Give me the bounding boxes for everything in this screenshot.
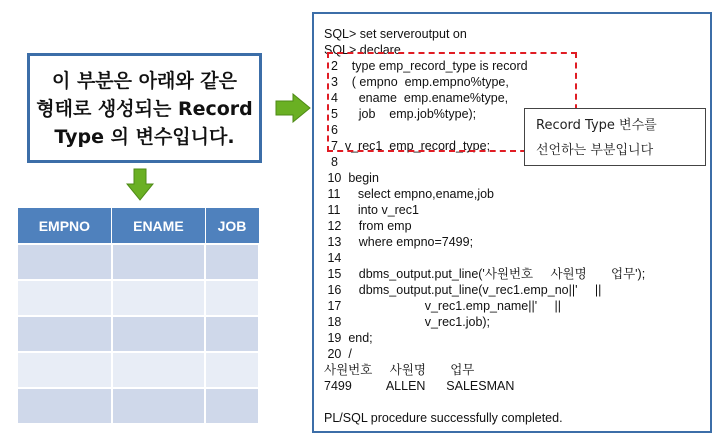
table-row — [17, 316, 259, 352]
header-empno: EMPNO — [17, 208, 112, 245]
code-line: 3 ( empno emp.empno%type, — [324, 75, 509, 89]
header-job: JOB — [205, 208, 259, 245]
code-line: 7 v_rec1 emp_record_type; — [324, 139, 491, 153]
callout-line-3: Type 의 변수입니다. — [54, 126, 235, 148]
code-line: 10 begin — [324, 171, 379, 185]
callout-line-2: 형태로 생성되는 Record — [36, 98, 253, 120]
table-row — [17, 244, 259, 280]
table-row — [17, 388, 259, 424]
code-line: 4 ename emp.ename%type, — [324, 91, 509, 105]
completion-message: PL/SQL procedure successfully completed. — [324, 411, 563, 425]
code-line: 12 from emp — [324, 219, 412, 233]
note-line-1: Record Type 변수를 — [536, 118, 657, 133]
note-line-2: 선언하는 부분입니다 — [536, 143, 654, 158]
output-row: 7499 ALLEN SALESMAN — [324, 379, 515, 393]
code-line: 14 — [324, 251, 342, 265]
code-line: 11 into v_rec1 — [324, 203, 419, 217]
code-line: 11 select empno,ename,job — [324, 187, 495, 201]
table-row — [17, 352, 259, 388]
code-line: 20 / — [324, 347, 352, 361]
declaration-note — [524, 108, 706, 166]
code-line: 18 v_rec1.job); — [324, 315, 491, 329]
output-header: 사원번호 사원명 업무 — [324, 363, 475, 377]
code-line: 13 where empno=7499; — [324, 235, 474, 249]
code-line: 16 dbms_output.put_line(v_rec1.emp_no||' || — [324, 283, 602, 297]
down-arrow-icon — [126, 168, 154, 201]
code-line: 2 type emp_record_type is record — [324, 59, 528, 73]
code-line: 6 — [324, 123, 338, 137]
table-row — [17, 280, 259, 316]
record-type-table — [16, 207, 260, 425]
code-line: 8 — [324, 155, 338, 169]
code-line: 19 end; — [324, 331, 373, 345]
callout-line-1: 이 부분은 아래와 같은 — [51, 70, 238, 92]
right-arrow-icon — [275, 93, 311, 123]
header-ename: ENAME — [112, 208, 205, 245]
explanation-callout — [27, 53, 262, 163]
table-header-row — [17, 208, 259, 245]
code-line: 5 job emp.job%type); — [324, 107, 477, 121]
code-line: SQL> declare — [324, 43, 401, 57]
code-line: SQL> set serveroutput on — [324, 27, 467, 41]
code-line: 15 dbms_output.put_line('사원번호 사원명 업무'); — [324, 267, 646, 281]
code-line: 17 v_rec1.emp_name||' || — [324, 299, 561, 313]
